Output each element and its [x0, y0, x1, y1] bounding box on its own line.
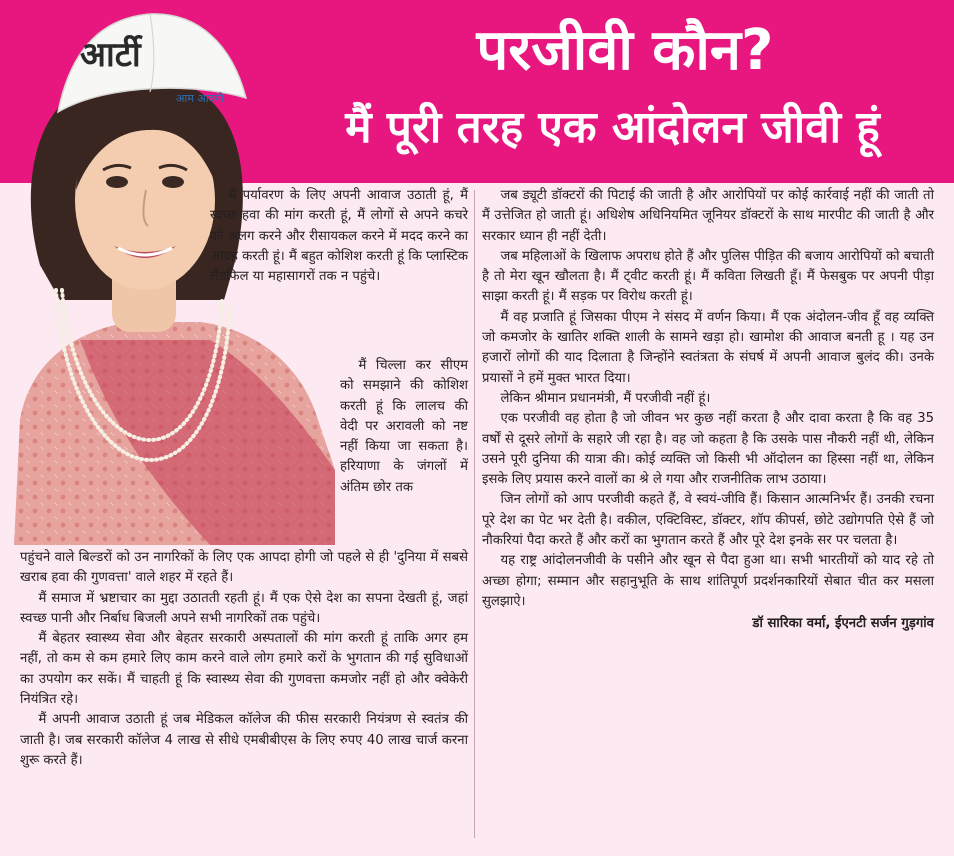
paragraph: यह राष्ट्र आंदोलनजीवी के पसीने और खून से पैदा हुआ था। सभी भारतीयों को याद रहे तो अच्छा होगा; सम्मान और सहानुभूति के साथ शांतिपूर्ण प्रदर्शनकारियों सेबात चीत कर मसला सुलझाऐ। [482, 553, 934, 609]
paragraph: मैं समाज में भ्रष्टाचार का मुद्दा उठातती रहती हूं। मैं एक ऐसे देश का सपना देखती हूं, जहां स्वच्छ पानी और निर्बाध बिजली अपने सभी नागरिकों तक पहुंचे। [20, 590, 468, 626]
cap-party-text: आर्टी [80, 35, 141, 75]
paragraph: मैं वह प्रजाति हूं जिसका पीएम ने संसद में वर्णन किया। मैं एक अंदोलन-जीव हूँ वह व्यक्ति जो कमजोर के खातिर शक्ति शाली के सामने खड़ा हो। खामोश की आवाज बनती हू । यह उन हजारों लोगों की याद दिलाता है जिन्होंने स्वतंत्रता के संघर्ष में अपनी आवाज बुलंद की। उनके प्रयासों ने हमें मुक्त भारत दिया। [482, 309, 934, 386]
paragraph: मैं चिल्ला कर सीएम को समझाने की कोशिश करती हूं कि लालच की वेदी पर अरावली को नष्ट नहीं किया जा सकता है। हरियाणा के जंगलों में अंतिम छोर तक [340, 358, 468, 495]
paragraph: मैं पर्यावरण के लिए अपनी आवाज उठाती हूं, मैं स्वच्छ हवा की मांग करती हूं, मैं लोगों से अपने कचरे को अलग करने और रीसायकल करने में मदद करने का आग्रह करती हूं। मैं बहुत कोशिश करती हूं कि प्लास्टिक लैंडफिल या महासागरों तक न पहुंचे। [210, 188, 468, 285]
headline: परजीवी कौन? [476, 18, 774, 83]
cap-lower-text: आम आदमी [176, 92, 224, 105]
paragraph: जब महिलाओं के खिलाफ अपराध होते हैं और पुलिस पीड़ित की बजाय आरोपियों को बचाती है तो मेरा खून खौलता है। मैं ट्वीट करती हूं। मैं कविता लिखती हूँ। मैं फेसबुक पर अपनी पीड़ा साझा करती हूं। मैं सड़क पर विरोध करती हूं। [482, 248, 934, 305]
subheadline: मैं पूरी तरह एक आंदोलन जीवी हूं [345, 102, 880, 153]
column-left-top [210, 186, 468, 287]
paragraph: जिन लोगों को आप परजीवी कहते हैं, वे स्वयं-जीवि हैं। किसान आत्मनिर्भर हैं। उनकी रचना पूरे देश का पेट भर देती है। वकील, एक्टिविस्ट, डॉक्टर, शॉप कीपर्स, छोटे उद्योगपति ऐसे हैं जो नौकरियां पैदा करते हैं और करों का भुगतान करते हैं और पूरे देश इनके सर पर चलता है। [482, 492, 934, 549]
column-divider [474, 190, 475, 838]
column-left-narrow [340, 356, 468, 498]
paragraph: लेकिन श्रीमान प्रधानमंत्री, मैं परजीवी नहीं हूं। [500, 390, 711, 406]
byline: डॉ सारिका वर्मा, ईएनटी सर्जन गुड़गांव [752, 616, 934, 632]
column-right [482, 186, 934, 635]
column-left-wide [20, 548, 468, 771]
paragraph: जब ड्यूटी डॉक्टरों की पिटाई की जाती है और आरोपियों पर कोई कार्रवाई नहीं की जाती तो मैं उत्तेजित हो जाती हूं। अधिशेष अधिनियमित जूनियर डॉक्टरों के साथ मारपीट की जाती है और सरकार ध्यान ही नहीं देती। [482, 188, 934, 244]
paragraph: एक परजीवी वह होता है जो जीवन भर कुछ नहीं करता है और दावा करता है कि वह 35 वर्षों से दूसरे लोगों के सहारे जी रहा है। वह जो कहता है कि उसके पास नौकरी नहीं थी, लेकिन उसने पूरी दुनिया की यात्रा की। कोई व्यक्ति जो किसी भी ऑदोलन का हिस्सा नहीं था, लेकिन इसके लिए प्रयास करने वालों का श्रे ले गया और राजनीतिक लाभ उठाया। [482, 411, 934, 488]
paragraph: मैं बेहतर स्वास्थ्य सेवा और बेहतर सरकारी अस्पतालों की मांग करती हूं ताकि अगर हम नहीं, तो कम से कम हमारे लिए काम करने वाले लोग हमारे करों के भुगतान की गई सुविधाओं का उपयोग कर सकें। मैं चाहती हूं कि स्वास्थ्य सेवा की गुणवत्ता कमजोर नहीं हो और क्वेकेरी नियंत्रित रहे। [20, 631, 468, 708]
paragraph: पहुंचने वाले बिल्डरों को उन नागरिकों के लिए एक आपदा होगी जो पहले से ही 'दुनिया में सबसे खराब हवा की गुणवत्ता' वाले शहर में रहते हैं। [20, 550, 468, 586]
paragraph: मैं अपनी आवाज उठाती हूं जब मेडिकल कॉलेज की फीस सरकारी नियंत्रण से स्वतंत्र की जाती है। जब सरकारी कॉलेज 4 लाख से सीधे एमबीबीएस के लिए रुपए 40 लाख चार्ज करना शुरू करते हैं। [20, 712, 468, 768]
